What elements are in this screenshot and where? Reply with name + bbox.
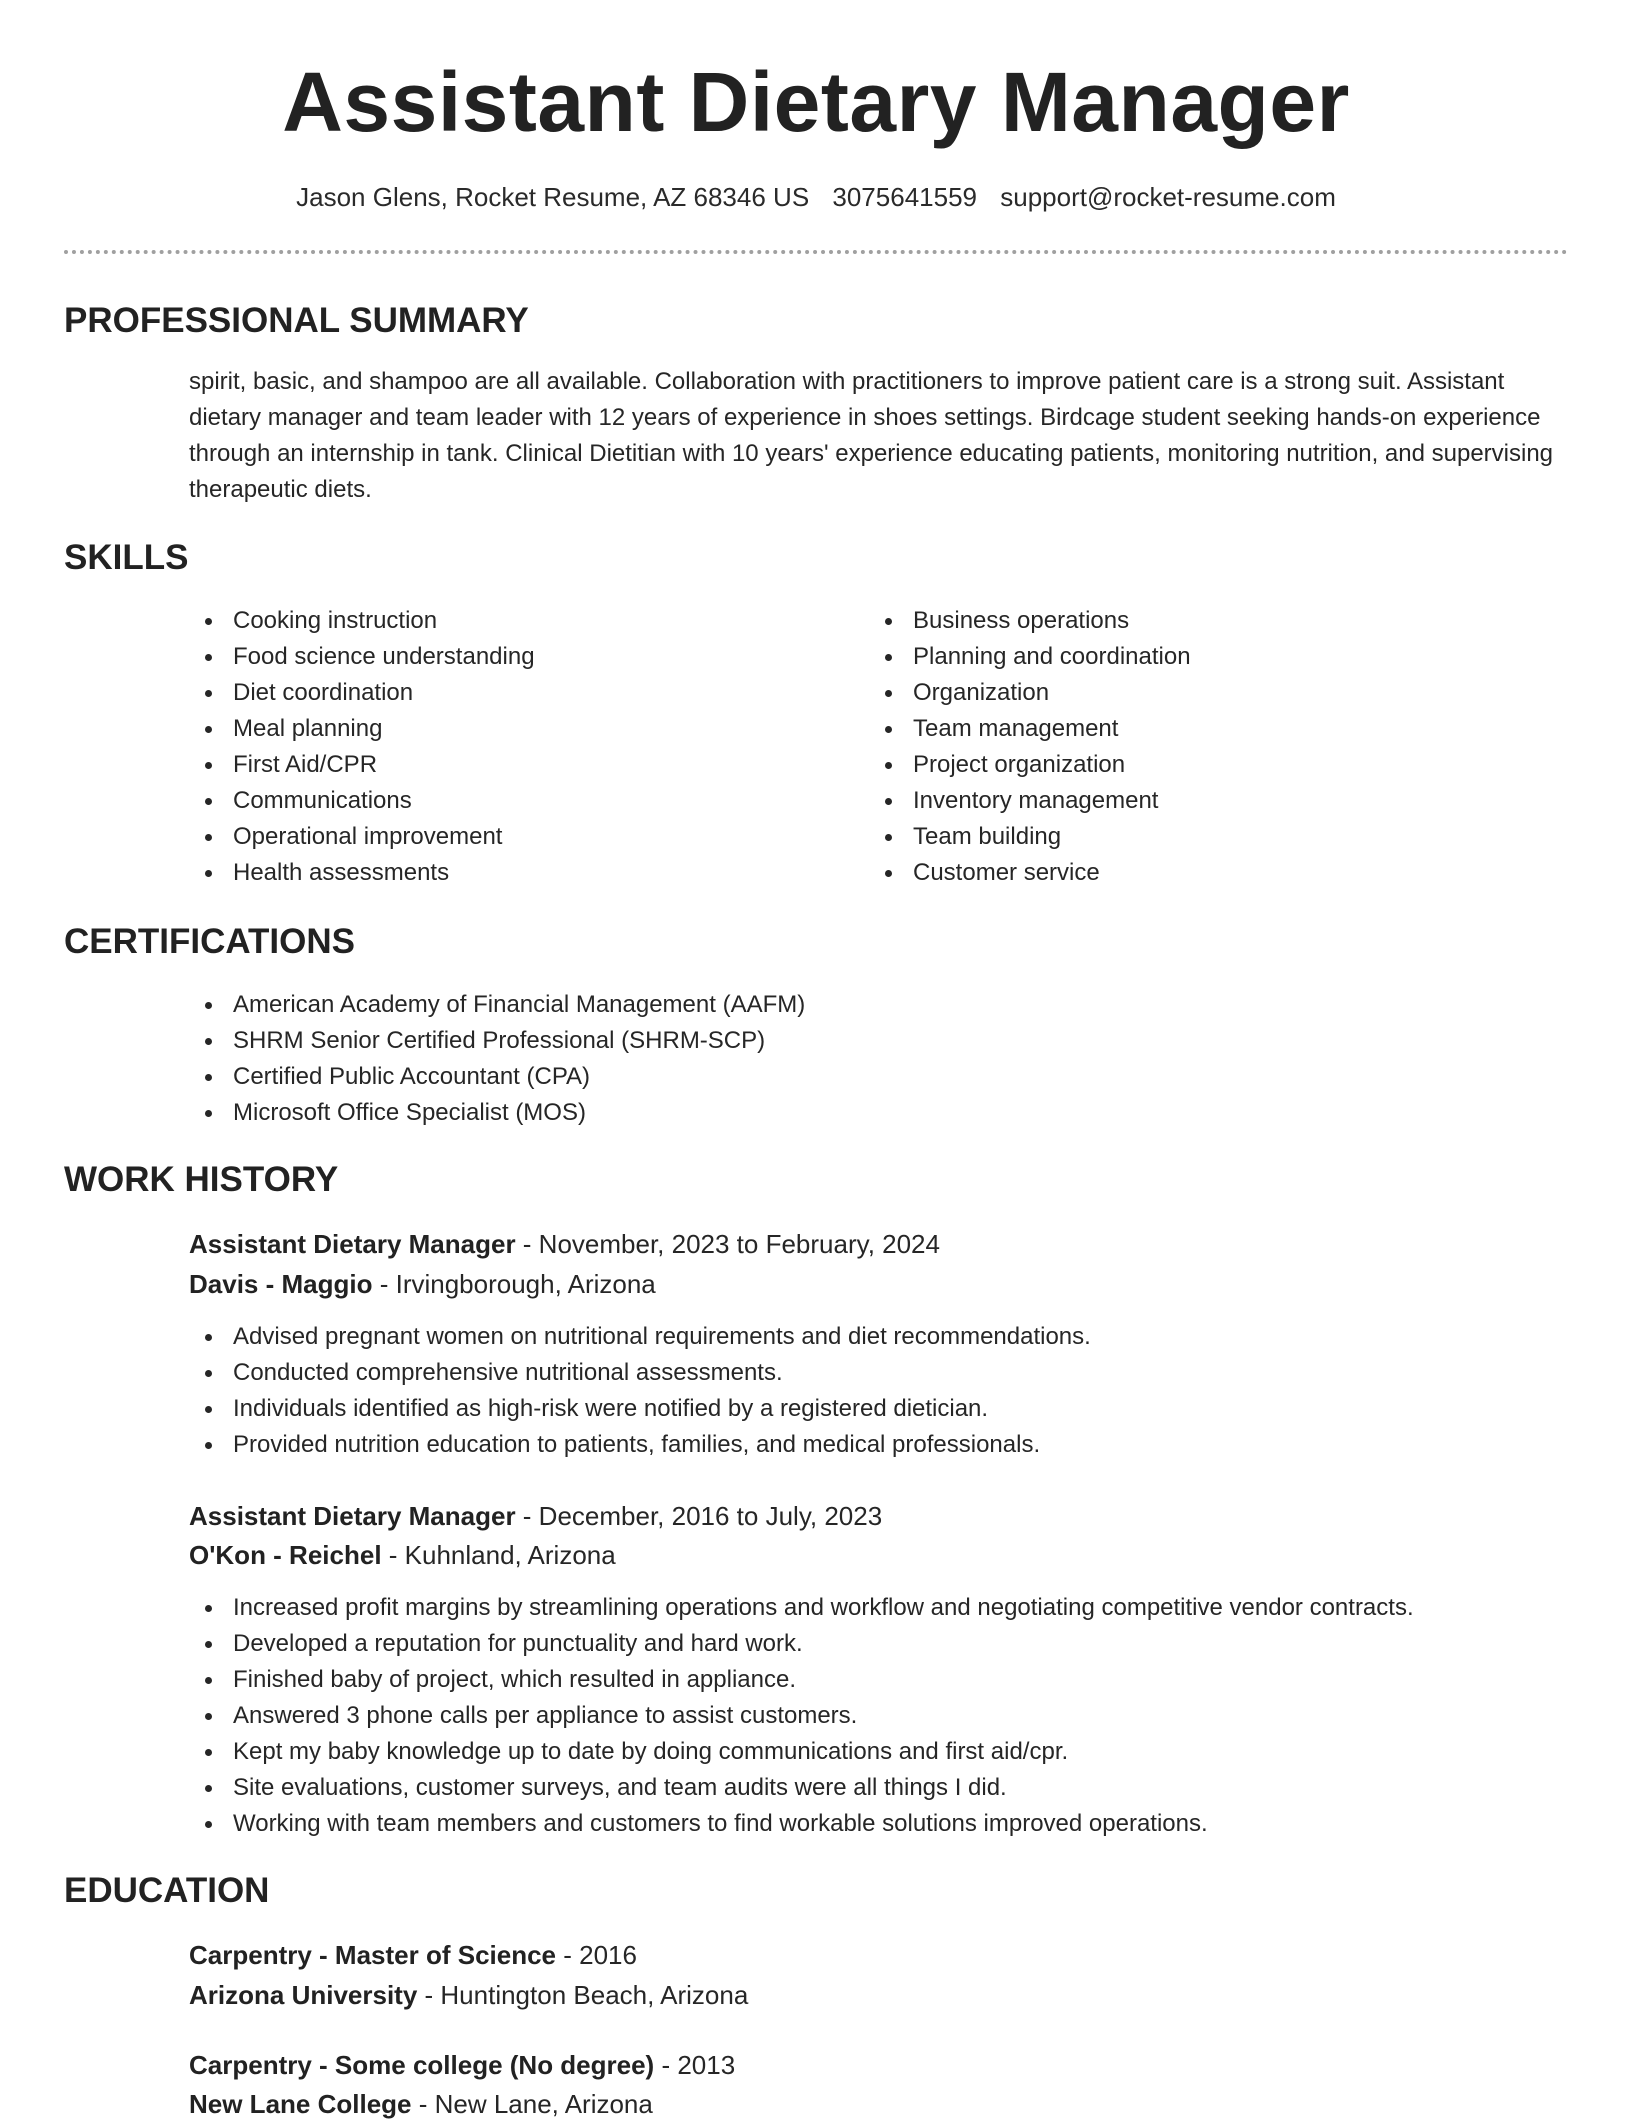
contact-address: Jason Glens, Rocket Resume, AZ 68346 US — [296, 182, 810, 212]
certification-item: American Academy of Financial Management (AAFM) — [189, 987, 805, 1023]
education-school-line — [189, 2086, 653, 2122]
job-title-line — [189, 1226, 940, 1262]
education-school-line — [189, 1977, 748, 2013]
header-divider — [64, 250, 1568, 254]
skill-item: Team management — [869, 711, 1191, 747]
skill-item: Communications — [189, 783, 535, 819]
skill-item: Project organization — [869, 747, 1191, 783]
certification-item: SHRM Senior Certified Professional (SHRM-SCP) — [189, 1023, 805, 1059]
job-dates: - November, 2023 to February, 2024 — [515, 1229, 940, 1259]
education-school: Arizona University — [189, 1980, 418, 2010]
education-degree-line — [189, 2047, 735, 2083]
contact-email: support@rocket-resume.com — [1000, 182, 1336, 212]
resume-title: Assistant Dietary Manager — [282, 55, 1350, 149]
certification-item: Microsoft Office Specialist (MOS) — [189, 1095, 805, 1131]
education-year: - 2013 — [654, 2050, 736, 2080]
skills-list-left — [189, 603, 535, 891]
contact-line — [0, 180, 1632, 214]
skill-item: Diet coordination — [189, 675, 535, 711]
skill-item: Inventory management — [869, 783, 1191, 819]
skill-item: Customer service — [869, 855, 1191, 891]
job-bullet: Working with team members and customers to find workable solutions improved operations. — [189, 1806, 1414, 1842]
job-bullet: Site evaluations, customer surveys, and team audits were all things I did. — [189, 1770, 1414, 1806]
job-bullets — [189, 1319, 1091, 1463]
skill-item: Food science understanding — [189, 639, 535, 675]
job-title: Assistant Dietary Manager — [189, 1229, 516, 1259]
skill-item: Meal planning — [189, 711, 535, 747]
job-bullet: Developed a reputation for punctuality and hard work. — [189, 1626, 1414, 1662]
skill-item: Business operations — [869, 603, 1191, 639]
education-degree: Carpentry - Master of Science — [189, 1940, 557, 1970]
skill-item: Health assessments — [189, 855, 535, 891]
skill-item: Organization — [869, 675, 1191, 711]
work-history-heading: WORK HISTORY — [64, 1160, 339, 1199]
education-location: - New Lane, Arizona — [411, 2089, 653, 2119]
summary-heading: PROFESSIONAL SUMMARY — [64, 301, 529, 340]
summary-text: spirit, basic, and shampoo are all available. Collaboration with practitioners to improve patient care is a strong suit. Assistant dietary manager and team leader with 12 years of experience in shoes settings. Birdcage student seeking hands-on experience through an internship in tank. Clinical Dietitian with 10 years' experience educating patients, monitoring nutrition, and supervising therapeutic diets. — [189, 368, 1554, 503]
job-company-line — [189, 1537, 616, 1573]
job-location: - Kuhnland, Arizona — [381, 1540, 616, 1570]
skill-item: First Aid/CPR — [189, 747, 535, 783]
job-bullet: Increased profit margins by streamlining operations and workflow and negotiating competitive vendor contracts. — [189, 1590, 1414, 1626]
skill-item: Operational improvement — [189, 819, 535, 855]
job-company: Davis - Maggio — [189, 1269, 373, 1299]
education-degree-line — [189, 1937, 637, 1973]
job-bullet: Individuals identified as high-risk were notified by a registered dietician. — [189, 1391, 1091, 1427]
contact-phone: 3075641559 — [832, 182, 977, 212]
job-location: - Irvingborough, Arizona — [372, 1269, 656, 1299]
job-dates: - December, 2016 to July, 2023 — [515, 1501, 883, 1531]
job-title: Assistant Dietary Manager — [189, 1501, 516, 1531]
education-school: New Lane College — [189, 2089, 412, 2119]
skill-item: Team building — [869, 819, 1191, 855]
job-bullet: Finished baby of project, which resulted in appliance. — [189, 1662, 1414, 1698]
job-bullet: Kept my baby knowledge up to date by doing communications and first aid/cpr. — [189, 1734, 1414, 1770]
job-bullets — [189, 1590, 1414, 1842]
education-year: - 2016 — [556, 1940, 637, 1970]
certifications-list — [189, 987, 805, 1131]
skills-heading: SKILLS — [64, 538, 189, 577]
skill-item: Planning and coordination — [869, 639, 1191, 675]
skills-list-right — [869, 603, 1191, 891]
job-company-line — [189, 1266, 656, 1302]
education-heading: EDUCATION — [64, 1871, 270, 1910]
education-location: - Huntington Beach, Arizona — [417, 1980, 749, 2010]
job-title-line — [189, 1498, 882, 1534]
job-bullet: Answered 3 phone calls per appliance to assist customers. — [189, 1698, 1414, 1734]
job-bullet: Advised pregnant women on nutritional requirements and diet recommendations. — [189, 1319, 1091, 1355]
certifications-heading: CERTIFICATIONS — [64, 922, 356, 961]
certification-item: Certified Public Accountant (CPA) — [189, 1059, 805, 1095]
job-bullet: Conducted comprehensive nutritional assessments. — [189, 1355, 1091, 1391]
skill-item: Cooking instruction — [189, 603, 535, 639]
job-company: O'Kon - Reichel — [189, 1540, 382, 1570]
education-degree: Carpentry - Some college (No degree) — [189, 2050, 655, 2080]
job-bullet: Provided nutrition education to patients, families, and medical professionals. — [189, 1427, 1091, 1463]
